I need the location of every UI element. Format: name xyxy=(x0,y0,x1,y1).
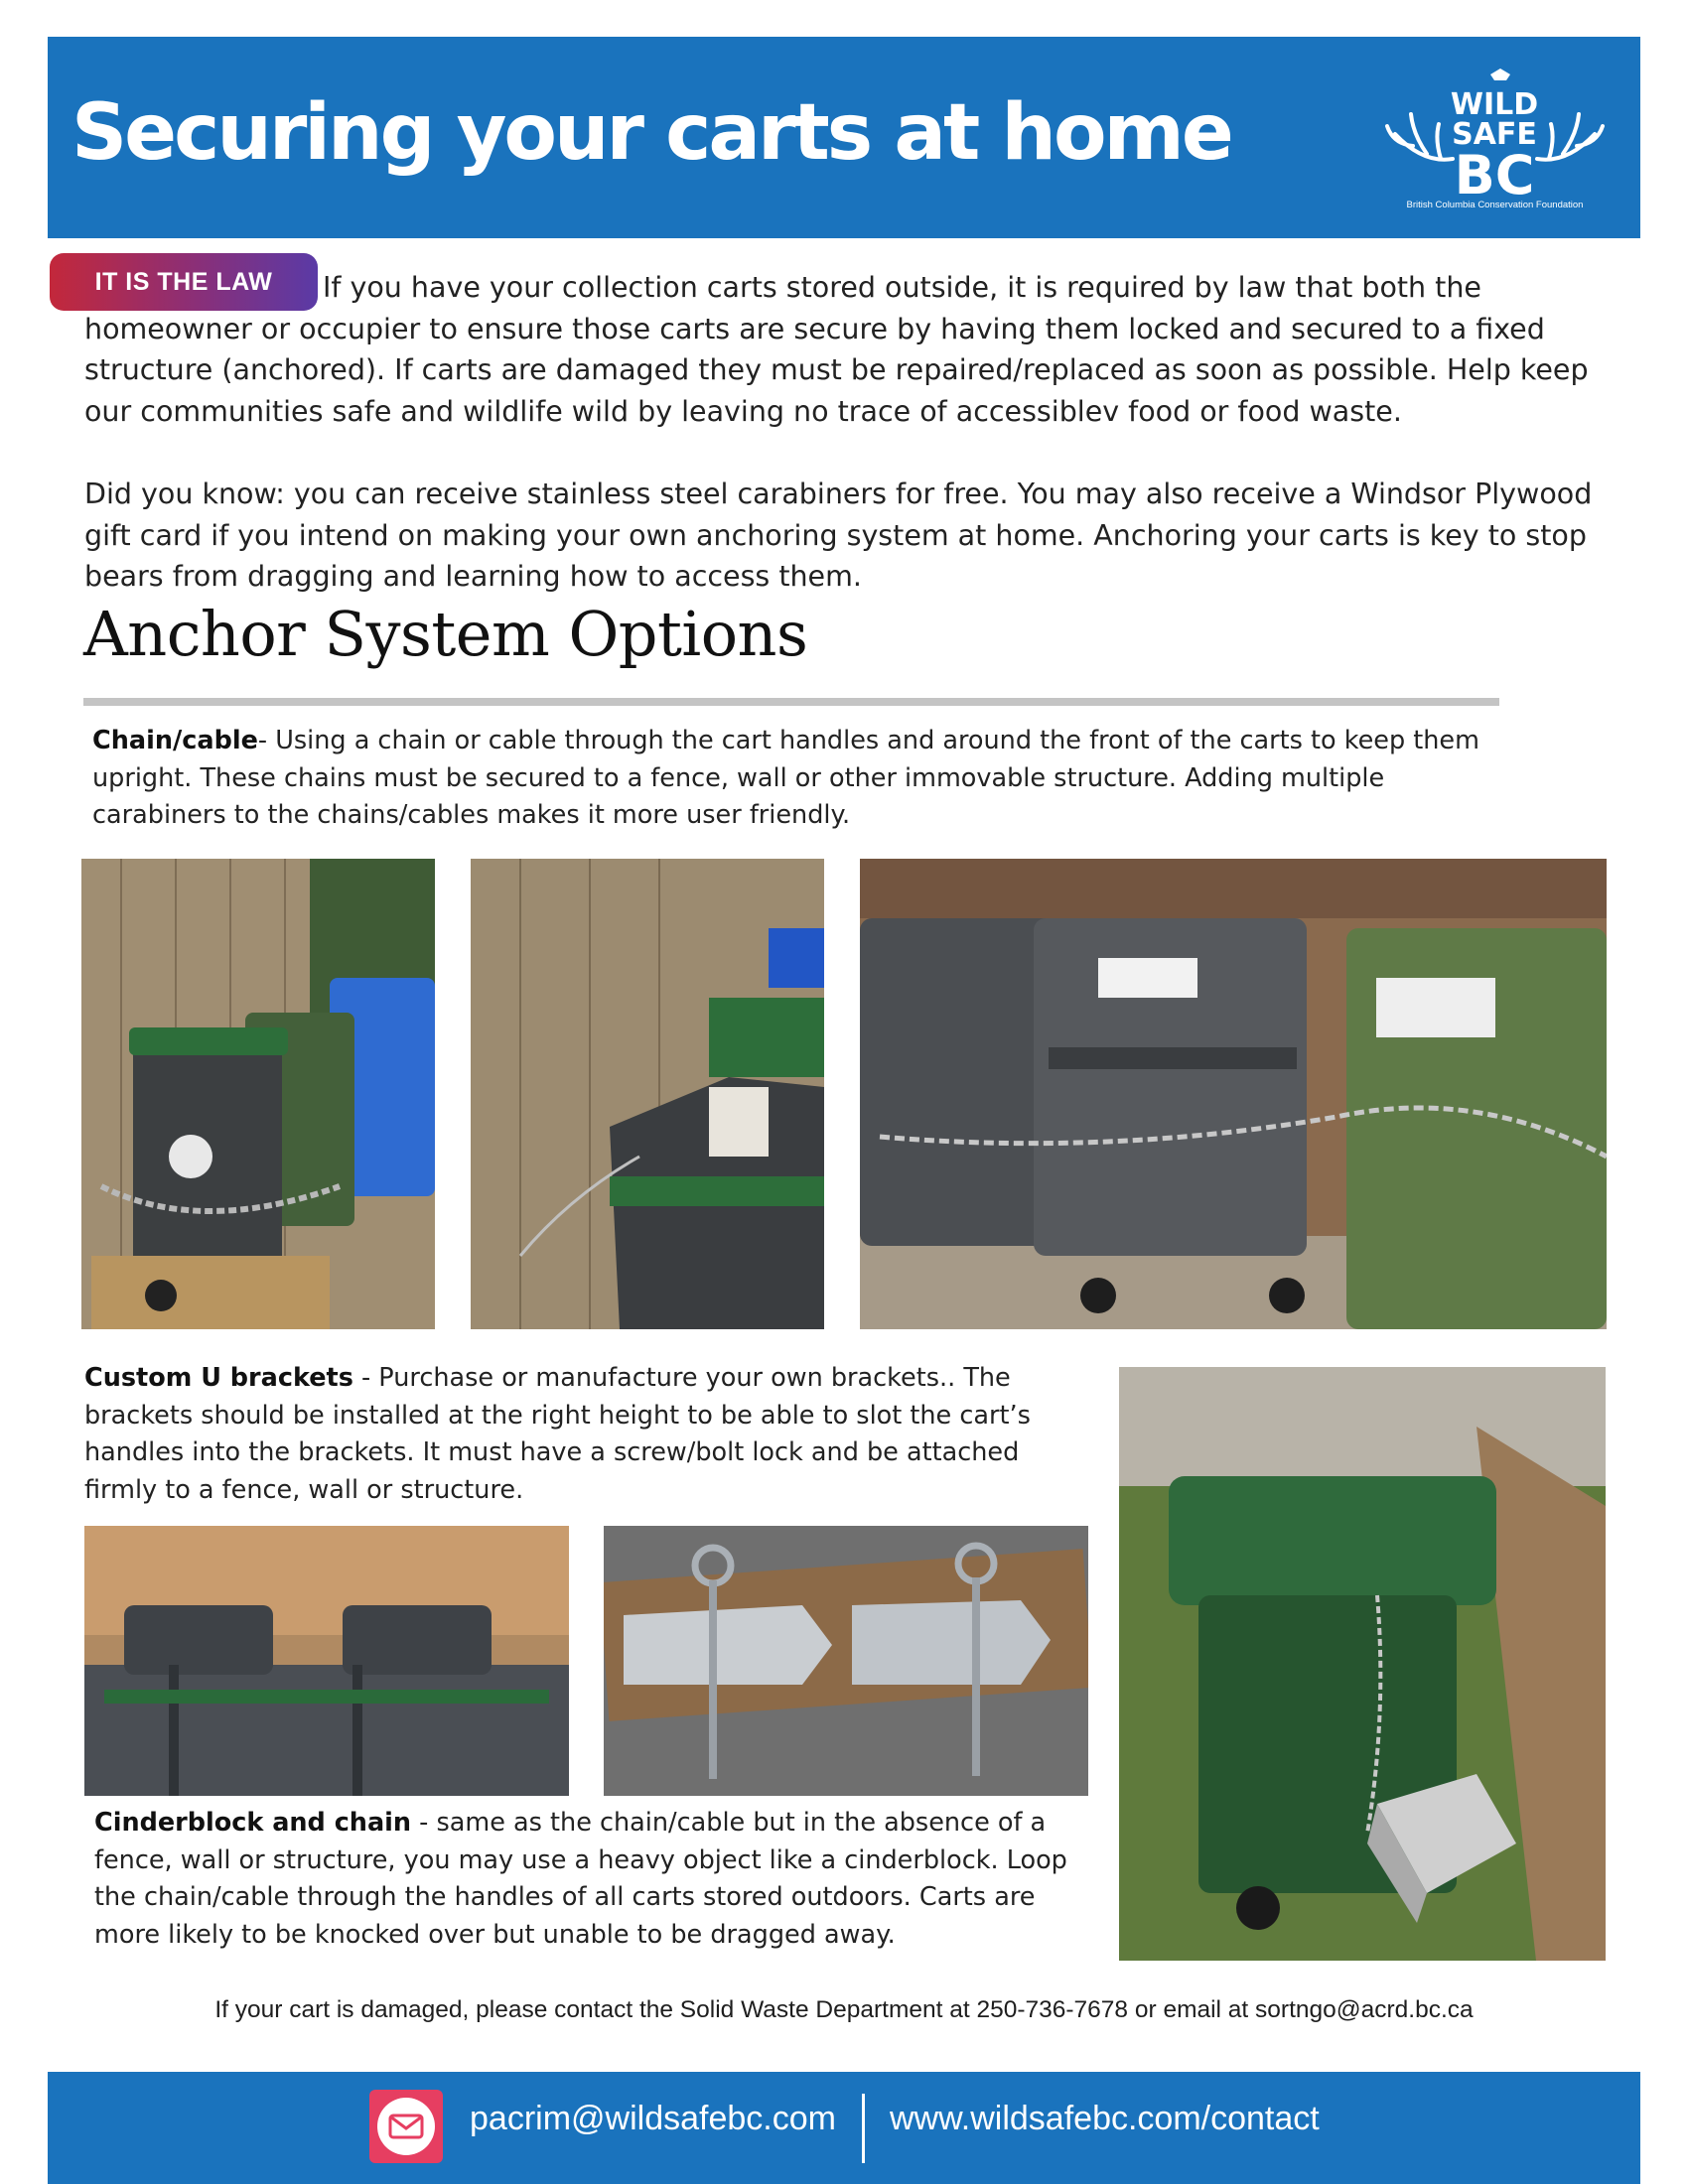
footer-banner xyxy=(48,2072,1640,2184)
header-banner xyxy=(48,37,1640,238)
photo-u-brackets-installed xyxy=(84,1526,569,1796)
logo-wild-text: WILD xyxy=(1450,87,1539,122)
logo-safe-text: SAFE xyxy=(1452,117,1537,152)
option-chain-heading: Chain/cable xyxy=(92,726,258,755)
law-badge: IT IS THE LAW xyxy=(50,253,318,311)
wildsafebc-logo xyxy=(1383,65,1607,213)
photo-cart-chained-to-post xyxy=(471,859,824,1329)
photo-three-carts-chained-lids xyxy=(860,859,1607,1329)
mail-icon[interactable] xyxy=(369,2090,443,2163)
section-title: Anchor System Options xyxy=(83,598,808,670)
photo-cart-with-cinderblock xyxy=(1119,1367,1606,1961)
intro-paragraph-law: If you have your collection carts stored outside, it is required by law that both the homeowner or occupier to ensure those carts are secure by having them locked and secured to a fixed structure (anchored). If carts are damaged they must be repaired/replaced as soon as possible. Help keep our communities safe and wildlife wild by leaving no trace of accessiblev food or food waste. xyxy=(84,271,1589,429)
antler-logo-icon xyxy=(1383,65,1607,199)
page-title: Securing your carts at home xyxy=(71,88,1231,178)
option-chain-text: - Using a chain or cable through the cart handles and around the front of the carts to keep them upright. These chains must be secured to a fence, wall or other immovable structure. Adding multiple carabiners to the chains/cables makes it more user friendly. xyxy=(92,726,1479,830)
footer-divider xyxy=(862,2094,865,2163)
footer-website-link[interactable]: www.wildsafebc.com/contact xyxy=(890,2100,1320,2137)
photo-u-brackets-hardware xyxy=(604,1526,1088,1796)
logo-org-name: British Columbia Conservation Foundation xyxy=(1406,200,1584,210)
option-cinder-text: - same as the chain/cable but in the absence of a fence, wall or structure, you may use a heavy object like a cinderblock. Loop the chain/cable through the handles of all carts stored outdoors. Carts are more likely to be knocked over but unable to be dragged away. xyxy=(94,1808,1067,1950)
option-cinder-heading: Cinderblock and chain xyxy=(94,1808,412,1838)
intro-paragraph-carabiners: Did you know: you can receive stainless steel carabiners for free. You may also receive a Windsor Plywood gift card if you intend on making your own anchoring system at home. Anchoring your carts is key to stop bears from dragging and learning how to access them. xyxy=(84,478,1593,594)
logo-bc-text: BC xyxy=(1454,144,1535,199)
option-ubracket-text: - Purchase or manufacture your own brackets.. The brackets should be installed at the right height to be able to slot the cart’s handles into the brackets. It must have a screw/bolt lock and be attached firmly to a fence, wall or structure. xyxy=(84,1363,1031,1505)
section-divider xyxy=(83,698,1499,706)
option-cinderblock-chain xyxy=(94,1805,1087,1954)
photo-chained-carts-fence xyxy=(81,859,435,1329)
damage-contact-note: If your cart is damaged, please contact the Solid Waste Department at 250-736-7678 or email at sortngo@acrd.bc.ca xyxy=(214,1996,1474,2023)
option-chain-cable xyxy=(92,723,1522,835)
option-u-brackets xyxy=(84,1360,1057,1509)
footer-email-link[interactable]: pacrim@wildsafebc.com xyxy=(470,2100,836,2137)
option-ubracket-heading: Custom U brackets xyxy=(84,1363,353,1393)
